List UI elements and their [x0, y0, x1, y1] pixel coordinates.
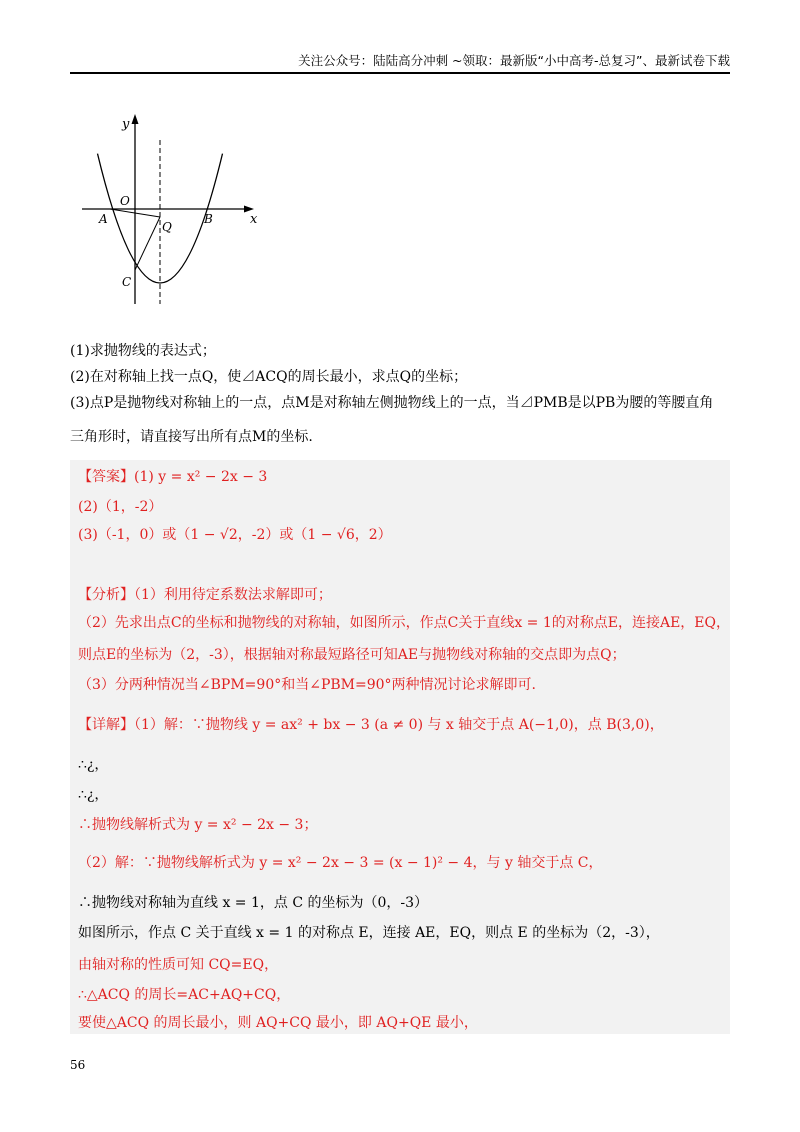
answer-box [70, 460, 730, 1034]
page-header: 关注公众号：陆陆高分冲刺 ~领取：最新版“小中高考-总复习”、最新试卷下载 [70, 50, 730, 74]
analysis-2: （2）先求出点C的坐标和抛物线的对称轴，如图所示，作点C关于直线x = 1的对称点E，连接AE，EQ， [78, 615, 731, 631]
detail-5: （2）解：∵抛物线解析式为 y = x² − 2x − 3 = (x − 1)² − 4，与 y 轴交于点 C， [78, 855, 603, 871]
detail-8: 由轴对称的性质可知 CQ=EQ， [78, 957, 279, 973]
label-a: A [99, 212, 108, 226]
detail-2: ∴¿， [78, 757, 109, 773]
answer-1: 【答案】(1) y = x² − 2x − 3 [78, 469, 268, 485]
answer-2: (2)（1，-2） [78, 499, 163, 515]
label-q: Q [162, 220, 172, 234]
analysis-4: （3）分两种情况当∠BPM=90°和当∠PBM=90°两种情况讨论求解即可. [78, 677, 536, 693]
detail-6: ∴抛物线对称轴为直线 x = 1，点 C 的坐标为（0，-3） [78, 895, 429, 911]
y-axis-arrow [132, 114, 139, 124]
answer-3: (3)（-1，0）或（1 − √2，-2）或（1 − √6，2） [78, 527, 392, 543]
detail-4: ∴抛物线解析式为 y = x² − 2x − 3； [78, 817, 318, 833]
analysis-1: 【分析】（1）利用待定系数法求解即可； [78, 587, 332, 603]
label-o: O [120, 194, 130, 208]
label-y: y [122, 117, 130, 132]
detail-3: ∴¿， [78, 787, 109, 803]
question-3-line-1: (3)点P是抛物线对称轴上的一点，点M是对称轴左侧抛物线上的一点，当⊿PMB是以PB为腰的等腰直角 [70, 395, 714, 411]
label-c: C [122, 275, 132, 289]
question-list [70, 338, 730, 450]
page-number: 56 [70, 1058, 86, 1072]
parabola-figure [80, 108, 270, 308]
detail-1: 【详解】（1）解：∵抛物线 y = ax² + bx − 3 (a ≠ 0) 与 x 轴交于点 A(−1,0)，点 B(3,0)， [78, 717, 664, 733]
segment-qc [135, 217, 160, 270]
detail-7: 如图所示，作点 C 关于直线 x = 1 的对称点 E，连接 AE，EQ，则点 E 的坐标为（2，-3）， [78, 925, 660, 941]
analysis-3: 则点E的坐标为（2，-3），根据轴对称最短路径可知AE与抛物线对称轴的交点即为点Q； [78, 647, 626, 663]
question-2: (2)在对称轴上找一点Q，使⊿ACQ的周长最小，求点Q的坐标； [70, 369, 468, 385]
question-1: (1)求抛物线的表达式； [70, 343, 216, 359]
detail-9: ∴△ACQ 的周长=AC+AQ+CQ， [78, 987, 291, 1003]
label-b: B [204, 212, 213, 226]
detail-10: 要使△ACQ 的周长最小，则 AQ+CQ 最小，即 AQ+QE 最小， [78, 1015, 478, 1031]
label-x: x [250, 212, 258, 227]
question-3-line-2: 三角形时，请直接写出所有点M的坐标. [70, 429, 313, 445]
